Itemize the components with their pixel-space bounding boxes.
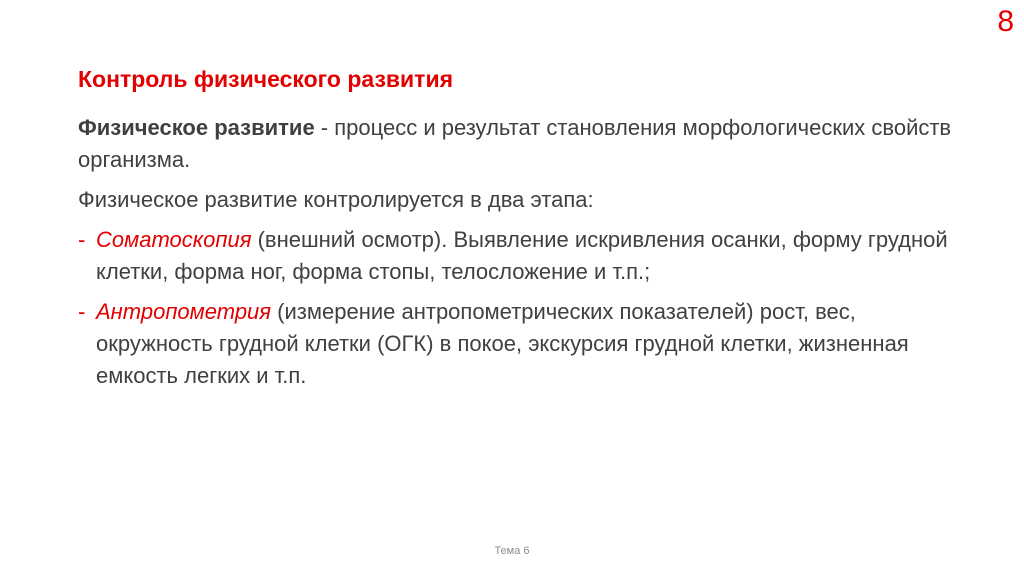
slide-number: 8	[997, 5, 1014, 38]
slide-footer: Тема 6	[494, 545, 530, 557]
intro-paragraph: Физическое развитие контролируется в два этапа:	[78, 187, 594, 212]
bullet-term: Антропометрия	[96, 299, 272, 324]
bullet-term: Соматоскопия	[96, 227, 252, 252]
slide-body	[78, 112, 958, 400]
definition-paragraph	[78, 112, 958, 176]
bullet-dash: -	[78, 227, 86, 252]
definition-text: - процесс и результат становления морфологических свойств организма.	[78, 115, 952, 172]
bullet-anthropometry	[78, 296, 958, 392]
definition-term: Физическое развитие	[78, 115, 315, 140]
bullet-somatoscopy	[78, 224, 958, 288]
slide-title: Контроль физического развития	[78, 66, 454, 92]
bullet-dash: -	[78, 299, 86, 324]
bullet-text: (измерение антропометрических показателей) рост, вес, окружность грудной клетки (ОГК) в покое, экскурсия грудной клетки, жизненная емкость легких и т.п.	[96, 299, 909, 388]
bullet-text: (внешний осмотр). Выявление искривления осанки, форму грудной клетки, форма ног, форма стопы, телосложение и т.п.;	[96, 227, 948, 284]
